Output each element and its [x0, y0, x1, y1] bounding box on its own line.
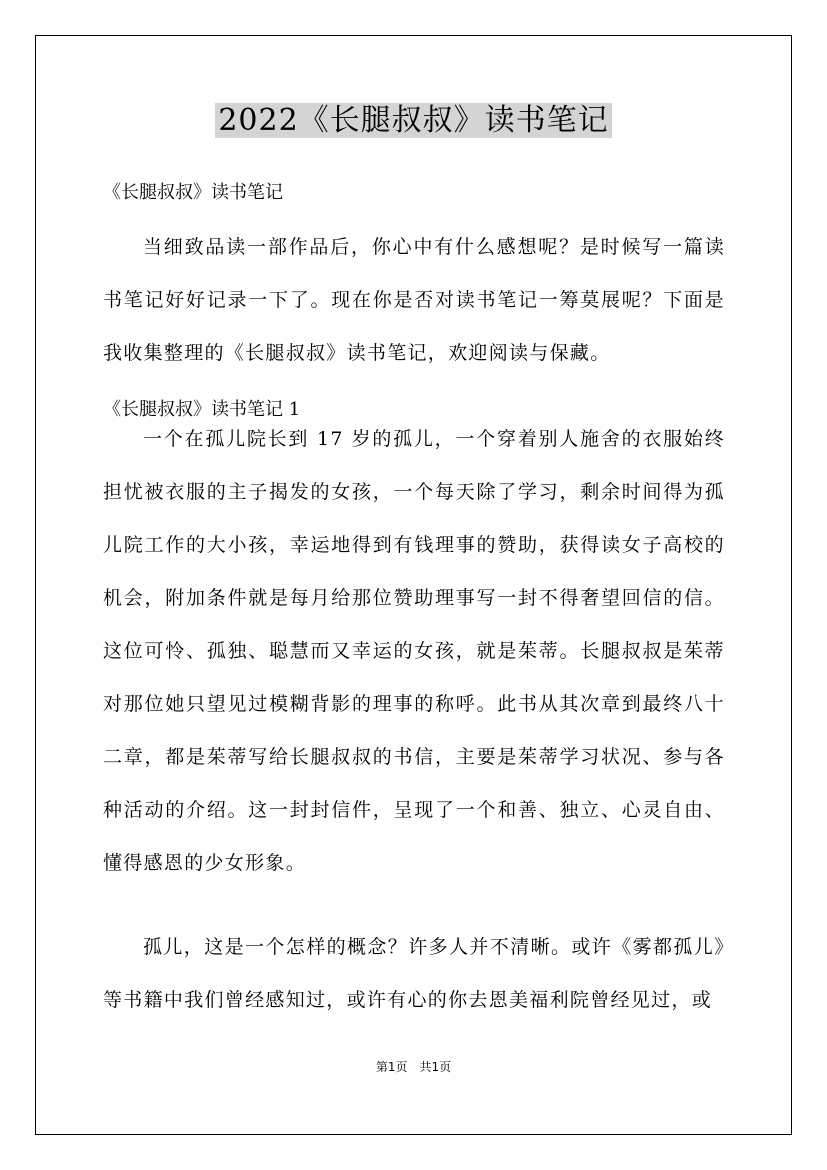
document-title-text: 2022《长腿叔叔》读书笔记	[215, 103, 611, 138]
body-paragraph-1-block	[103, 413, 725, 890]
page-footer: 第1页 共1页	[375, 1060, 452, 1074]
intro-paragraph: 当细致品读一部作品后，你心中有什么感想呢？是时候写一篇读书笔记好好记录一下了。现在你是否对读书笔记一筹莫展呢？下面是我收集整理的《长腿叔叔》读书笔记，欢迎阅读与保藏。	[103, 236, 725, 364]
body-paragraph-2-block	[103, 921, 725, 1027]
body-paragraph-1: 一个在孤儿院长到 17 岁的孤儿，一个穿着别人施舍的衣服始终担忧被衣服的主子揭发的女孩，一个每天除了学习，剩余时间得为孤儿院工作的大小孩，幸运地得到有钱理事的赞助，获得读女子高校的机会，附加条件就是每月给那位赞助理事写一封不得奢望回信的信。这位可怜、孤独、聪慧而又幸运的女孩，就是茱蒂。长腿叔叔是茱蒂对那位她只望见过模糊背影的理事的称呼。此书从其次章到最终八十二章，都是茱蒂写给长腿叔叔的书信，主要是茱蒂学习状况、参与各种活动的介绍。这一封封信件，呈现了一个和善、独立、心灵自由、懂得感恩的少女形象。	[103, 428, 725, 874]
document-subtitle: 《长腿叔叔》读书笔记	[103, 182, 283, 203]
intro-block	[103, 221, 725, 380]
document-title	[0, 100, 827, 142]
subtitle-block	[103, 180, 725, 206]
section-heading: 《长腿叔叔》读书笔记 1	[103, 399, 301, 420]
body-paragraph-2: 孤儿，这是一个怎样的概念？许多人并不清晰。或许《雾都孤儿》等书籍中我们曾经感知过，或许有心的你去恩美福利院曾经见过，或	[103, 936, 725, 1011]
